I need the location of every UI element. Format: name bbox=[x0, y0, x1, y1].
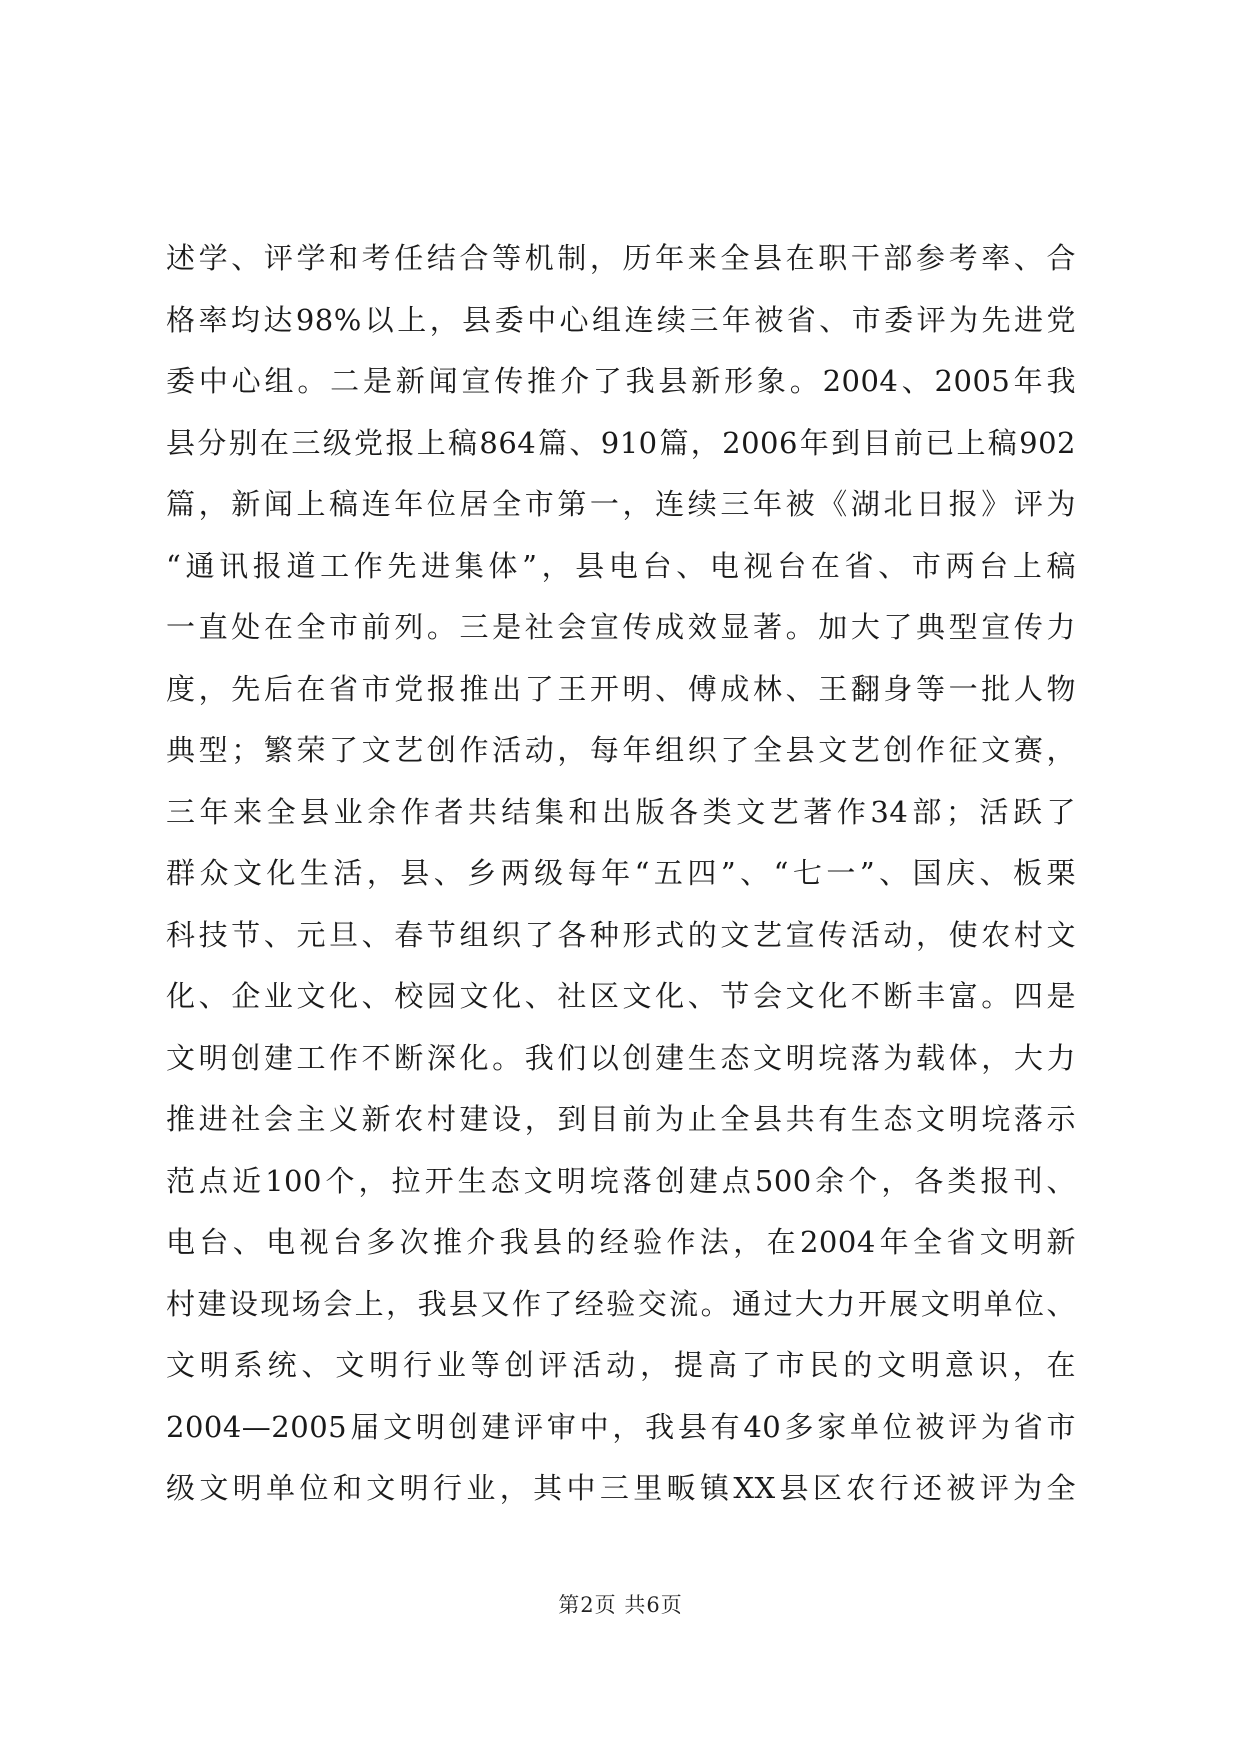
text-line: 篇，新闻上稿连年位居全市第一，连续三年被《湖北日报》评为 bbox=[166, 487, 1076, 521]
text-line: 一直处在全市前列。三是社会宣传成效显著。加大了典型宣传力 bbox=[166, 610, 1076, 644]
text-line: 范点近100个，拉开生态文明垸落创建点500余个，各类报刊、 bbox=[166, 1163, 1076, 1198]
text-line: 推进社会主义新农村建设，到目前为止全县共有生态文明垸落示 bbox=[166, 1102, 1076, 1136]
text-line: 典型；繁荣了文艺创作活动，每年组织了全县文艺创作征文赛， bbox=[166, 733, 1076, 767]
text-line: 文明系统、文明行业等创评活动，提高了市民的文明意识，在 bbox=[166, 1348, 1076, 1382]
text-line: 文明创建工作不断深化。我们以创建生态文明垸落为载体，大力 bbox=[166, 1040, 1076, 1075]
text-line: 县分别在三级党报上稿864篇、910篇，2006年到目前已上稿902 bbox=[166, 425, 1076, 460]
text-line: 化、企业文化、校园文化、社区文化、节会文化不断丰富。四是 bbox=[166, 979, 1076, 1013]
text-line: 述学、评学和考任结合等机制，历年来全县在职干部参考率、合 bbox=[166, 241, 1076, 275]
text-line: 科技节、元旦、春节组织了各种形式的文艺宣传活动，使农村文 bbox=[166, 917, 1076, 952]
body-text bbox=[166, 228, 1076, 1520]
text-line: 委中心组。二是新闻宣传推介了我县新形象。2004、2005年我 bbox=[166, 364, 1076, 398]
page-footer bbox=[0, 1589, 1241, 1619]
text-line: “通讯报道工作先进集体”，县电台、电视台在省、市两台上稿 bbox=[166, 548, 1076, 583]
text-line: 村建设现场会上，我县又作了经验交流。通过大力开展文明单位、 bbox=[166, 1286, 1076, 1321]
text-line: 格率均达98%以上，县委中心组连续三年被省、市委评为先进党 bbox=[166, 302, 1076, 337]
text-line: 级文明单位和文明行业，其中三里畈镇XX县区农行还被评为全 bbox=[166, 1471, 1076, 1505]
text-line: 2004—2005届文明创建评审中，我县有40多家单位被评为省市 bbox=[166, 1409, 1076, 1444]
text-line: 电台、电视台多次推介我县的经验作法，在2004年全省文明新 bbox=[166, 1225, 1076, 1259]
text-line: 三年来全县业余作者共结集和出版各类文艺著作34部；活跃了 bbox=[166, 794, 1076, 829]
text-line: 群众文化生活，县、乡两级每年“五四”、“七一”、国庆、板栗 bbox=[166, 856, 1076, 890]
text-line: 度，先后在省市党报推出了王开明、傅成林、王翻身等一批人物 bbox=[166, 671, 1076, 706]
page-number: 第2页 共6页 bbox=[558, 1593, 683, 1617]
